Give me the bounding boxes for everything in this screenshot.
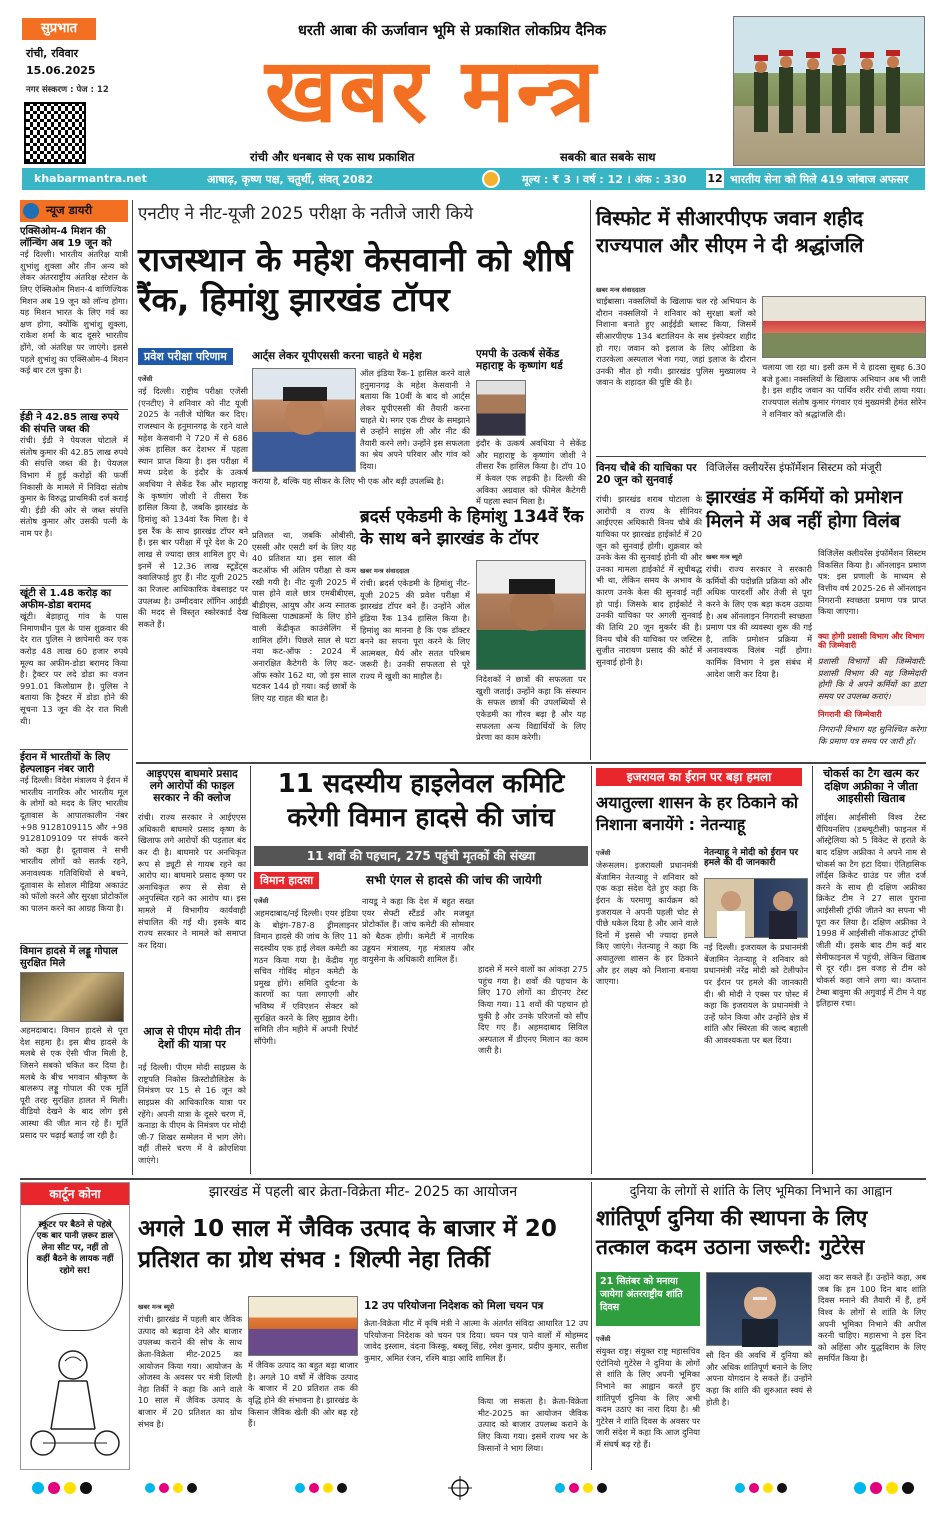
inset-2-text: इंदौर के उत्कर्ष अवधिया ने सेकेंड और महाराष्ट्र के कृष्णांग जोशी ने तीसरा रैंक हासिल किया है। टॉप 10 में केवल एक लड़की है। दिल्ली की अविका अग्रवाल को फीमेल कैटेगरी में पहला स्थान मिला है। [476,438,586,507]
peace-day-box: 21 सितंबर को मनाया जायेगा अंतरराष्ट्रीय शांति दिवस [596,1272,700,1326]
vinay-text: रांची। झारखंड शराब घोटाला के आरोपी व राज्य के सीनियर आईएएस अधिकारी विनय चौबे की याचिका पर झारखंड हाईकोर्ट में 20 जून को सुनवाई होगी। शुक्रवार को उनके केस की सुनवाई होनी थी और उनका मामला हाईकोर्ट में सूचीबद्ध भी था, लेकिन समय के अभाव के कारण उनके केस की सुनवाई नहीं हो पाई। जिसके बाद हाईकोर्ट ने उनकी याचिका पर अगली सुनवाई की तिथि 20 जून मुकर्रर की है। विनय चौबे की याचिका पर जस्टिस सुजीत नारायण प्रसाद की कोर्ट में सुनवाई होनी है। [596,494,702,667]
price-info: मूल्य : ₹ 3 । वर्ष : 12 । अंक : 330 [522,173,687,186]
himanshu-text-2: निदेशकों ने छात्रों की सफलता पर खुशी जताई। उन्होंने कहा कि संस्थान के सफल छात्रों की उपलब्धियों से एकेडमी का गौरव बढ़ा है और यह सफलता अन्य विद्यार्थियों के लिए प्रेरणा का काम करेगी। [476,674,586,743]
organic-headline: अगले 10 साल में जैविक उत्पाद के बाजार में 20 प्रतिशत का ग्रोथ संभव : शिल्पी नेहा तिर्की [138,1216,557,1274]
plane-crash-text-2: नायडू ने कहा कि देश में बहुत सख्त एयर सेफ्टी स्टैंडर्ड और मजबूत प्रोटोकॉल हैं। जांच कमेटी की सोमवार को बैठक होगी। कमेटी में नागरिक उड्डयन मंत्रालय, गृह मंत्रालय और वायुसेना के अधिकारी शामिल हैं। [362,896,474,965]
guterres-byline: एजेंसी [596,1335,611,1343]
pm-visit-text: नई दिल्ली। पीएम मोदी साइप्रस के राष्ट्रपति निकोस क्रिस्टोडौलिडेस के निमंत्रण पर 15 से 16 जून को साइप्रस की आधिकारिक यात्रा पर रहेंगे। अपनी यात्रा के दूसरे चरण में, कनाडा के पीएम के निमंत्रण पर मोदी जी-7 शिखर सम्मेलन में भाग लेंगे। वहीं तीसरे चरण में वे क्रोएशिया जाएंगे। [138,1062,246,1166]
vinay-headline: विनय चौबे की याचिका पर 20 जून को सुनवाई [596,462,697,487]
registration-marks [0,1474,945,1504]
israel-inset-text: नई दिल्ली। इजरायल के प्रधानमंत्री बेंजामिन नेतन्याहू ने शनिवार को प्रधानमंत्री नरेंद्र मोदी को टेलीफोन पर ईरान पर हमले की जानकारी दी। श्री मोदी ने एक्स पर पोस्ट में कहा कि इजरायल के प्रधानमंत्री ने उन्हें फोन किया और उन्होंने क्षेत्र में शांति और स्थिरता की जल्द बहाली की आवश्यकता पर बल दिया। [704,942,808,1046]
inset-2-title: एमपी के उत्कर्ष सेकेंड महाराष्ट्र के कृष्णांग थर्ड [476,348,563,373]
crpf-byline: खबर मन्त्र संवाददाता [596,286,646,294]
column-divider [590,200,591,760]
column-divider [250,766,251,1174]
news-diary-title: न्यूज डायरी [46,203,93,217]
meet-photo [248,1296,358,1356]
guterres-photo [706,1272,812,1346]
guterres-kicker: दुनिया के लोगों से शांति के लिए भूमिका निभाने का आह्वान [629,1183,893,1198]
ticker-headline: भारतीय सेना को मिले 419 जांबाज अफसर [730,173,909,186]
section-rule [20,1178,926,1180]
column-divider [591,766,592,1174]
organic-text-2: में जैविक उत्पाद का बहुत बड़ा बाजार है। अगले 10 वर्षों में जैविक उत्पाद के बाजार में 20 प्रतिशत तक की वृद्धि होने की संभावना है। झारखंड के किसान जैविक खेती की ओर बढ़ रहे हैं। [248,1360,358,1429]
inset-1-caption: कराया है, बल्कि यह सीकर के लिए भी एक और बड़ी उपलब्धि है। [252,476,444,486]
plane-crash-band: 11 शवों की पहचान, 275 पहुंची मृतकों की संख्या [254,846,588,866]
cartoon-corner [20,1182,130,1470]
website-link[interactable]: khabarmantra.net [34,172,147,185]
guterres-text: संयुक्त राष्ट्र। संयुक्त राष्ट्र महासचिव एंटोनियो गुटेरेस ने दुनिया के लोगों से शांति के लिए अपनी भूमिका निभाने का आह्वान करते हुए शांतिपूर्ण दुनिया के लिए अभी कदम उठाएं का नारा दिया है। श्री गुटेरेस ने शांति दिवस के अवसर पर जारी संदेश में कहा कि आज दुनिया में संघर्ष बढ़ रहे हैं। [596,1346,700,1450]
selection-letter-title: 12 उप परियोजना निदेशक को मिला चयन पत्र [364,1300,544,1312]
motto: सबकी बात सबके साथ [560,150,656,164]
column-divider [591,1182,592,1470]
column-divider [132,200,133,1175]
lead-headline: राजस्थान के महेश केसवानी को शीर्ष रैंक, हिमांशु झारखंड टॉपर [138,240,573,320]
plane-crash-headline: 11 सदस्यीय हाइलेवल कमिटि करेगी विमान हादसे की जांच [277,769,565,833]
netanyahu-photo [704,878,808,938]
israel-text: जेरूसलम। इजरायली प्रधानमंत्री बेंजामिन नेतन्याहू ने शनिवार को एक कड़ा संदेश देते हुए कहा कि ईरान के परमाणु कार्यक्रम को इजरायल ने अपनी पहली चोट से पीछे धकेल दिया है और आने वाले दिनों में इससे भी ज्यादा हमले किए जाएंगे। नेतन्याहू ने कहा कि अयातुल्ला शासन के हर ठिकाने और हर लक्ष्य को निशाना बनाया जाएगा। [596,860,698,987]
inset-1-title: आर्ट्स लेकर यूपीएससी करना चाहते थे महेश [252,350,422,362]
vigilance-box-1-title: क्या होगी प्रशासी विभाग और विभाग की जिम्मेवारी [818,632,925,651]
israel-byline: एजेंसी [596,849,611,857]
guterres-text-2: सौ दिन की अवधि में दुनिया को और अधिक शांतिपूर्ण बनाने के लिए अपना योगदान दे सकते हैं। उन्होंने कहा कि शांति की शुरुआत स्वयं से होती है। [706,1350,812,1407]
vigilance-box-1-text: प्रशासी विभागों की जिम्मेवारी: प्रशासी विभाग की यह जिम्मेदारी होगी कि वे अपने कर्मियों का डाटा समय पर उपलब्ध कराएं। [818,656,926,706]
diary-item [20,226,128,409]
diary-item [20,409,128,585]
vigilance-box-2-text: निगरानी विभाग यह सुनिश्चित करेगा कि प्रमाण पत्र समय पर जारी हों। [818,724,926,746]
vigilance-text: रांची। राज्य सरकार ने सरकारी कर्मियों की पदोन्नति प्रक्रिया को और अधिक पारदर्शी और तेजी से पूरा करने के लिए एक बड़ा कदम उठाया है। अब ऑनलाइन निगरानी स्वच्छता प्रमाण पत्र की व्यवस्था शुरू की गई है, ताकि प्रमोशन प्रक्रिया में अनावश्यक विलंब नहीं होगा। कार्मिक विभाग ने इस संबंध में आदेश जारी कर दिया है। [706,564,812,679]
city-day: रांची, रविवार [26,47,79,60]
qr-code [24,102,86,164]
organic-text-3: किया जा सकता है। क्रेता-विक्रेता मीट-2025 का आयोजन जैविक उत्पाद को बाजार उपलब्ध कराने के लिए किया गया। इसमें राज्य भर के किसानों ने भाग लिया। [478,1396,588,1453]
lead-body-1: नई दिल्ली। राष्ट्रीय परीक्षा एजेंसी (एनटीए) ने शनिवार को नीट यूजी 2025 के नतीजे घोषित कर दिए। राजस्थान के हनुमानगढ़ के रहने वाले महेश केसवानी ने 720 में से 686 अंक हासिल कर देशभर में पहला स्थान प्राप्त किया है। इस परीक्षा में मध्य प्रदेश के इंदौर के उत्कर्ष अवधिया ने सेकेंड रैंक और महाराष्ट्र के कृष्णांग जोशी ने तीसरा रैंक हासिल किया है, जबकि झारखंड के हिमांशु को 134वां रैंक मिला है। वे इस रैंक के साथ झारखंड टॉपर बने हैं। इस बार परीक्षा में पूरे देश के 20 लाख से ज्यादा छात्र शामिल हुए थे। इनमें से 12.36 लाख स्टूडेंट्स क्वालिफाई हुए हैं। नीट यूजी 2025 का रिजल्ट आधिकारिक वेबसाइट पर उपलब्ध है। उम्मीदवार लॉगिन आईडी की मदद से विस्तृत स्कोरकार्ड देख सकते हैं। [138,386,248,629]
chokers-headline: चोकर्स का टैग खत्म कर दक्षिण अफ्रीका ने जीता आइसीसी खिताब [823,767,919,806]
suprabhat-badge: सुप्रभात [22,18,96,40]
vigilance-byline: खबर मन्त्र ब्यूरो [706,553,743,561]
israel-tag: इजरायल का ईरान पर बड़ा हमला [596,768,802,786]
ias-text: रांची। राज्य सरकार ने आईएएस अधिकारी बाघमारे प्रसाद कृष्ण के खिलाफ लगे आरोपों की पड़ताल बंद कर दी है। बाघमारे पर अनधिकृत रूप से ड्यूटी से गायब रहने का आरोप था। बाघमारे प्रसाद कृष्ण पर अनाधिकृत रूप से सेवा से अनुपस्थित रहने का आरोप था। इस मामले में विभागीय कार्यवाही संचालित की गई थी। इसके बाद राज्य सरकार ने मामले को समाप्त कर दिया। [138,812,246,951]
diary-item-title: विमान हादसे में लड्डू गोपाल सुरक्षित मिले [20,946,118,969]
lead-kicker: एनटीए ने नीट-यूजी 2025 परीक्षा के नतीजे जारी किये [138,204,474,224]
vigilance-box-2-title: निगरानी की जिम्मेवारी [818,710,882,719]
utkarsh-photo [476,380,526,436]
diary-item-text: खूंटी। बेड़ाहातू गांव के पास निमाणधीन पुल के पास शुक्रवार की देर रात पुलिस ने छापेमारी कर एक करोड़ 48 लाख 60 हजार रुपये मूल्य का अफीम-डोडा बरामद किया है। ट्रैक्टर पर लदे डोडा का वजन 991.01 किलोग्राम है। पुलिस ने बताया कि ट्रैक्टर में डोडा होने की सूचना 13 जून की देर रात मिली थी। [20,611,128,726]
masthead [0,0,945,170]
guterres-headline: शांतिपूर्ण दुनिया की स्थापना के लिए तत्काल कदम उठाना जरूरी: गुटेरेस [596,1206,868,1259]
lead-section-tag: प्रवेश परीक्षा परिणाम [138,348,233,365]
himanshu-headline: ब्रदर्स एकेडमी के हिमांशु 134वें रैंक के साथ बने झारखंड के टॉपर [360,507,584,550]
diary-item [20,749,128,943]
column-divider [812,766,813,1174]
diary-item-text: रांची। ईडी ने पेयजल घोटाले में संतोष कुमार की 42.85 लाख रुपये की संपत्ति जब्त की है। पेयजल विभाग में हुई करोड़ों की फर्जी निकासी के मामले में निविदा संतोष कुमार के विरुद्ध प्राथमिकी दर्ज कराई थी। ईडी की ओर से जब्त संपत्ति संतोष कुमार और उसकी पत्नी के नाम पर है। [20,435,128,539]
speech-bubble: स्कूटर पर बैठने से पहले एक बार पानी ज़रूर डाल लेना सीट पर, नहीं तो कहीं बैठने के लायक नहीं रहोगे सर! [27,1213,123,1331]
crpf-text-2: चलाया जा रहा था। इसी क्रम में ये हादसा सुबह 6.30 बजे हुआ। नक्सलियों के खिलाफ अभियान अब भी जारी है। इस शहीद जवान का पार्थिव शरीर रांची लाया गया। राज्यपाल संतोष कुमार गंगवार एवं मुख्यमंत्री हेमंत सोरेन ने शनिवार को श्रद्धांजलि दी। [762,362,926,419]
diary-item-text: अहमदाबाद। विमान हादसे से पूरा देश सहमा है। इस बीच हादसे के मलबे से एक ऐसी चीज मिली है, जिसने सबको चकित कर दिया है। मलबे के बीच भगवान श्रीकृष्ण के बालरूप लड्डू गोपाल की एक मूर्ति पूरी तरह सुरक्षित हालत में मिली। वीडियो देखने के बाद लोग इसे आस्था की जीत मान रहे हैं। मूर्ति प्रसाद पर चढ़ाई बताई जा रही है। [20,1025,128,1140]
himanshu-text: रांची। ब्रदर्स एकेडमी के हिमांशु नीट-यूजी 2025 की प्रवेश परीक्षा में झारखंड टॉपर बने हैं। उन्होंने ऑल इंडिया रैंक 134 हासिल किया है। हिमांशु का मानना है कि एक डॉक्टर बनने का सपना पूरा करने के लिए आत्मबल, धैर्य और सतत परिश्रम जरूरी है। उनकी सफलता से पूरे राज्य में खुशी का माहौल है। [360,578,470,682]
crpf-text: चाईबासा। नक्सलियों के खिलाफ चल रहे अभियान के दौरान नक्सलियों ने शनिवार को सुरक्षा बलों को निशाना बनाते हुए आईईडी ब्लास्ट किया, जिसमें सीआरपीएफ 134 बटालियन के सब इंस्पेक्टर शहीद हो गए। जवान को इलाज के लिए ओडिशा के राउरकेला अस्पताल भेजा गया, जहां इलाज के दौरान उनकी मौत हो गयी। झारखंड पुलिस मुख्यालय ने जवान के शहादत की पुष्टि की है। [596,296,756,388]
panchang: आषाढ़, कृष्ण पक्ष, चतुर्थी, संवत् 2082 [207,173,373,186]
tribute-photo [762,296,926,358]
section-rule [596,456,926,457]
news-diary-column [20,200,128,1175]
news-diary-header [20,200,128,222]
emblem-icon [482,170,500,188]
plane-crash-tag: विमान हादसा [254,872,319,889]
ticker-bar [22,168,925,190]
vigilance-headline: झारखंड में कर्मियों को प्रमोशन मिलने में अब नहीं होगा विलंब [706,487,903,532]
edition-info: नगर संस्करण : पेज : 12 [26,85,109,95]
himanshu-byline: खबर मन्त्र संवाददाता [360,567,410,575]
issue-date: 15.06.2025 [26,64,96,77]
diary-item-title: ईरान में भारतीयों के लिए हेल्पलाइन नंबर जारी [20,752,111,775]
himanshu-photo [476,560,586,670]
chokers-text: लॉर्ड्स। आईसीसी विश्व टेस्ट चैंपियनशिप (डब्ल्यूटीसी) फाइनल में ऑस्ट्रेलिया को 5 विकेट से हराते के बाद दक्षिण अफ्रीका ने अपने नाम से चोकर्स का टैग हटा दिया। ऐतिहासिक लॉर्ड्स क्रिकेट ग्राउंड पर जीत दर्ज करने के साथ ही दक्षिण अफ्रीका क्रिकेट टीम ने 27 साल पुराना आईसीसी ट्रॉफी जीतने का सपना भी पूरा कर लिया है। दक्षिण अफ्रीका ने 1998 में आईसीसी नॉकआउट ट्रॉफी जीती थी। इसके बाद टीम कई बार सेमीफाइनल में पहुंची, लेकिन खिताब से दूर रही। इस वजह से टीम को चोकर्स कहा जाने लगा था। कप्तान टेम्बा बावुमा की अगुवाई में टीम ने यह इतिहास रचा। [816,812,926,1009]
organic-kicker: झारखंड में पहली बार क्रेता-विक्रेता मीट- 2025 का आयोजन [208,1184,518,1200]
diary-item-title: खूंटी से 1.48 करोड़ का अफीम-डोडा बरामद [20,588,112,611]
lead-body-2: प्रतिशत था, जबकि ओबीसी, एससी और एसटी वर्ग के लिए यह 40 प्रतिशत था। इस साल की कटऑफ भी अंतिम परीक्षा से कम रखी गयी है। नीट यूजी 2025 में पास होने वाले छात्र एमबीबीएस, बीडीएस, आयुष और अन्य स्नातक चिकित्सा पाठ्यक्रमों के लिए होने वाली केंद्रीकृत काउंसेलिंग में शामिल होंगे। पिछले साल से घटा नया कट-ऑफ : 2024 में अनारक्षित कैटेगरी के लिए कट-ऑफ स्कोर 162 था, जो इस साल घटकर 144 हो गया। कई छात्रों के लिए यह राहत की बात है। [252,530,356,703]
diary-item [20,943,128,1155]
logo: खबर मन्त्र [265,39,598,142]
section-rule [136,762,926,764]
published-from: रांची और धनबाद से एक साथ प्रकाशित [250,150,415,164]
vigilance-kicker: विजिलेंस क्लीयरेंस इंफॉर्मेशन सिस्टम को मंजूरी [706,462,882,474]
lead-byline: एजेंसी [138,375,153,383]
cartoon-drawing [21,1339,129,1459]
cartoon-title: कार्टून कोना [21,1183,129,1205]
selection-letter-text: क्रेता-विक्रेता मीट में कृषि मंत्री ने आत्मा के अंतर्गत संविदा आधारित 12 उप परियोजना निदेशक को चयन पत्र दिया। चयन पत्र पाने वालों में मोहम्मद जावेद इस्लाम, वंदना किस्कू, बबलू सिंह, रमेश कुमार, प्रदीप कुमार, सतीश कुमार, अमित रंजन, रश्मि बाड़ा आदि शामिल हैं। [364,1318,588,1363]
plane-crash-text-3: हादसे में मरने वालों का आंकड़ा 275 पहुंच गया है। शवों की पहचान के लिए 170 लोगों का डीएनए टेस्ट किया गया। 11 शवों की पहचान हो चुकी है और उनके परिजनों को सौंप दिए गए हैं। अहमदाबाद सिविल अस्पताल में डीएनए मिलान का काम जारी है। [478,964,588,1056]
israel-headline: अयातुल्ला शासन के हर ठिकाने को निशाना बनायेंगे : नेतन्याहू [596,793,799,834]
pm-visit-headline: आज से पीएम मोदी तीन देशों की यात्रा पर [143,1025,241,1051]
organic-text: रांची। झारखंड में पहली बार जैविक उत्पाद को बढ़ावा देने और बाजार उपलब्ध कराने की सोच के साथ क्रेता-विक्रेता मीट-2025 का आयोजन किया गया। आयोजन के ओजस्व के अवसर पर मंत्री शिल्पी नेहा तिर्की ने कहा कि आने वाले 10 साल में जैविक उत्पाद के बाजार में 20 प्रतिशत का ग्रोथ संभव है। [138,1314,242,1429]
organic-byline: खबर मन्त्र ब्यूरो [138,1303,175,1311]
plane-crash-sub: सभी एंगल से हादसे की जांच की जायेगी [366,873,542,887]
diary-item-text: नई दिल्ली। भारतीय अंतरिक्ष यात्री शुभांशु शुक्ला और तीन अन्य को लेकर अंतरराष्ट्रीय अंतरिक्ष स्टेशन के लिए ऐक्सिओम मिशन-4 वाणिज्यिक मिशन अब 19 जून को लॉन्च होगा। यह मिशन भारत के लिए गर्व का क्षण होगा, क्योंकि शुभांशु शुक्ला, राकेश शर्मा के बाद दूसरे भारतीय होंगे, जो अंतरिक्ष पर जाएंगे। इससे पहले शुभांशु का एक्सिओम-4 मिशन कई बार टल चुका है। [20,249,128,376]
guterres-text-3: अदा कर सकते हैं। उन्होंने कहा, अब जब कि हम 100 दिन बाद शांति दिवस मनाने की तैयारी में हैं, हमें विश्व के लोगों से शांति के लिए अपनी भूमिका निभाने की अपील करनी चाहिए। महासभा ने इस दिन को अहिंसा और युद्धविराम के लिए समर्पित किया है। [818,1272,926,1364]
globe-icon [23,203,39,219]
army-parade-photo [733,16,925,166]
ticker-number: 12 [706,170,724,188]
plane-crash-byline: एजेंसी [254,897,269,905]
plane-crash-text: अहमदाबाद/नई दिल्ली। एयर इंडिया के बोइंग-787-8 ड्रीमलाइनर विमान हादसे की जांच के लिए 11 सदस्यीय एक हाई लेवल कमेटी का गठन किया गया है। केंद्रीय गृह सचिव गोविंद मोहन कमेटी के प्रमुख होंगे। समिति दुर्घटना के कारणों का पता लगाएगी और भविष्य में एविएशन सेक्टर को सुरक्षित करने के लिए सुझाव देगी। समिति तीन महीने में अपनी रिपोर्ट सौंपेगी। [254,908,358,1047]
israel-inset-title: नेतन्याहू ने मोदी को ईरान पर हमले की दी जानकारी [704,848,799,869]
tagline: धरती आबा की ऊर्जावान भूमि से प्रकाशित लोकप्रिय दैनिक [298,23,606,39]
mahesh-photo [252,368,356,472]
inset-1-text: ऑल इंडिया रैंक-1 हासिल करने वाले हनुमानगढ़ के महेश केसवानी ने बताया कि 10वीं के बाद वो आर्ट्स लेकर यूपीएससी की तैयारी करना चाहते थे। मगर एक टीचर के समझाने से उन्होंने साइंस ली और नीट की तैयारी करने लगे। उन्होंने इस सफलता का श्रेय अपने परिवार और गांव को दिया। [360,368,470,472]
vigilance-text-2: विजिलेंस क्लीयरेंस इंफॉर्मेशन सिस्टम विकसित किया है। ऑनलाइन प्रमाण पत्र: इस प्रणाली के माध्यम से वित्तीय वर्ष 2025-26 से ऑनलाइन निगरानी स्वच्छता प्रमाण पत्र प्राप्त किया जाएगा। [818,548,926,617]
diary-item [20,585,128,749]
diary-item-text: नई दिल्ली। विदेश मंत्रालय ने ईरान में भारतीय नागरिक और भारतीय मूल के लोगों को मदद के लिए भारतीय दूतावास के आपातकालीन नंबर +98 9128109115 और +98 9128109109 पर संपर्क करने को कहा है। दूतावास ने सभी भारतीय लोगों को सतर्क रहने, अनावश्यक गतिविधियों से बचने, दूतावास के सोशल मीडिया अकाउंट को फॉलो करने और सुरक्षा प्रोटोकॉल का पालन करने का आग्रह किया है। [20,775,128,914]
crpf-headline: विस्फोट में सीआरपीएफ जवान शहीद राज्यपाल और सीएम ने दी श्रद्धांजलि [596,206,864,257]
diary-item-title: एक्सिओम-4 मिशन की लॉन्चिंग अब 19 जून को [20,226,112,249]
diary-item-title: ईडी ने 42.85 लाख रुपये की संपत्ति जब्त की [20,412,119,435]
idol-photo [20,972,124,1022]
ias-headline: आइएएस बाघमारे प्रसाद लगे आरोपों की फाइल सरकार ने की क्लोज [146,768,238,805]
